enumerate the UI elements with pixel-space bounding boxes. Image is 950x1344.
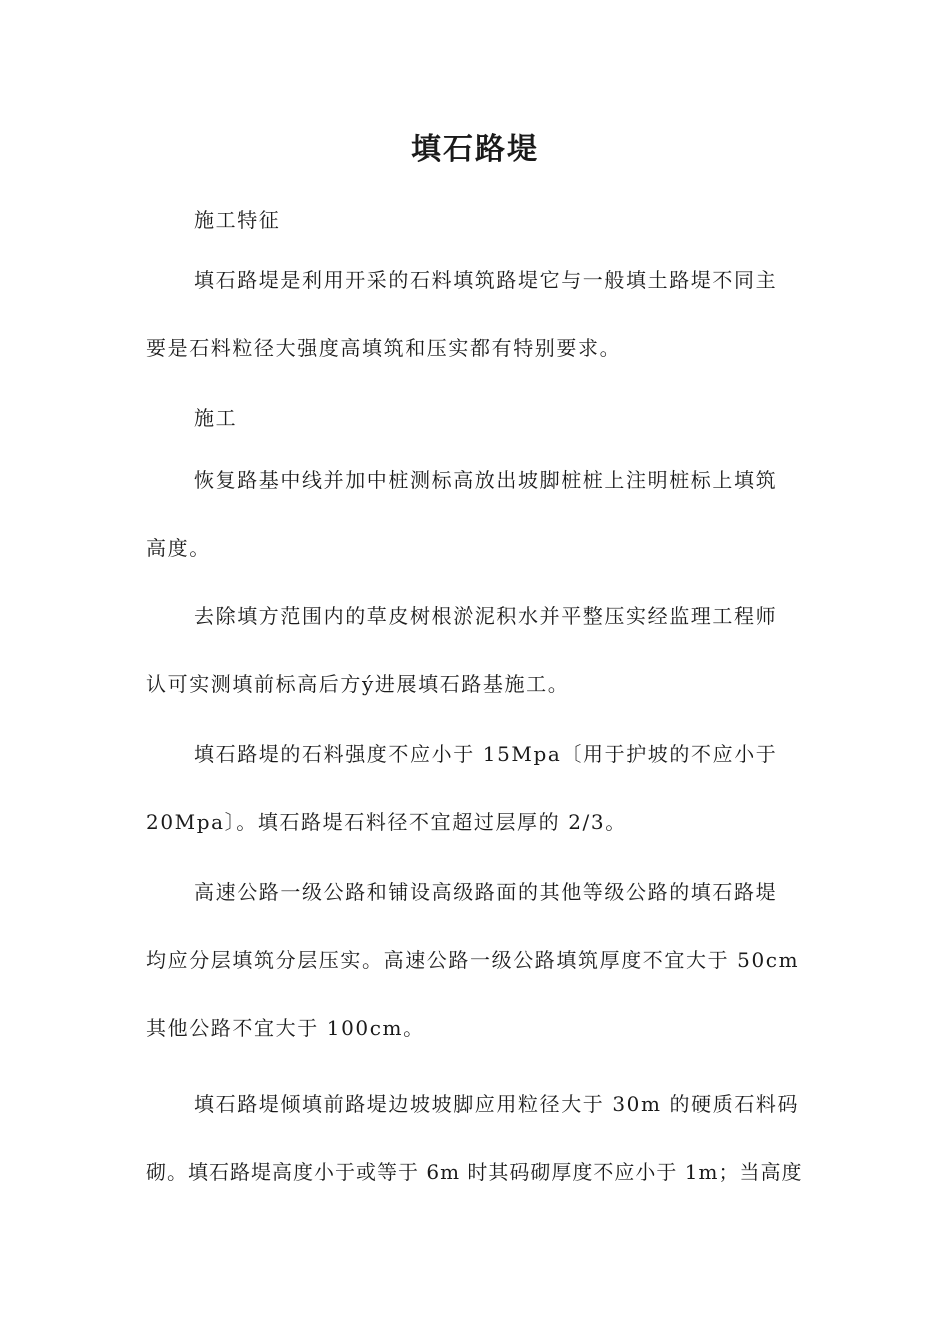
paragraph-construction-features bbox=[146, 186, 808, 254]
paragraph-line: 填石路堤是利用开采的石料填筑路堤它与一般填土路堤不同主 bbox=[194, 268, 778, 292]
document-title: 填石路堤 bbox=[411, 132, 539, 167]
paragraph-line: 要是石料粒径大强度高填筑和压实都有特别要求。 bbox=[146, 336, 622, 360]
paragraph-line: 其他公路不宜大于 100cm。 bbox=[146, 1016, 425, 1040]
paragraph-line: 高速公路一级公路和铺设高级路面的其他等级公路的填石路堤 bbox=[194, 880, 778, 904]
paragraph-slope-masonry bbox=[146, 1070, 808, 1206]
paragraph-line: 填石路堤的石料强度不应小于 15Mpa〔用于护坡的不应小于 bbox=[194, 742, 778, 766]
paragraph-clearing bbox=[146, 582, 808, 718]
paragraph-line: 施工特征 bbox=[194, 208, 281, 232]
paragraph-layered-filling bbox=[146, 858, 808, 1062]
paragraph-line: 填石路堤倾填前路堤边坡坡脚应用粒径大于 30m 的硬质石料码 bbox=[194, 1092, 800, 1116]
paragraph-line: 砌。填石路堤高度小于或等于 6m 时其码砌厚度不应小于 1m；当高度 bbox=[146, 1160, 803, 1184]
paragraph-survey bbox=[146, 446, 808, 582]
paragraph-line: 恢复路基中线并加中桩测标高放出坡脚桩桩上注明桩标上填筑 bbox=[194, 468, 778, 492]
paragraph-line: 去除填方范围内的草皮树根淤泥积水并平整压实经监理工程师 bbox=[194, 604, 778, 628]
paragraph-line: 施工 bbox=[194, 406, 238, 430]
paragraph-stone-strength bbox=[146, 720, 808, 856]
paragraph-line: 高度。 bbox=[146, 536, 211, 560]
paragraph-construction bbox=[146, 384, 808, 452]
paragraph-line: 认可实测填前标高后方ý进展填石路基施工。 bbox=[146, 672, 570, 696]
paragraph-line: 20Mpa〕。填石路堤石料径不宜超过层厚的 2/3。 bbox=[146, 810, 627, 834]
paragraph-definition bbox=[146, 246, 808, 382]
paragraph-line: 均应分层填筑分层压实。高速公路一级公路填筑厚度不宜大于 50cm bbox=[146, 948, 800, 972]
